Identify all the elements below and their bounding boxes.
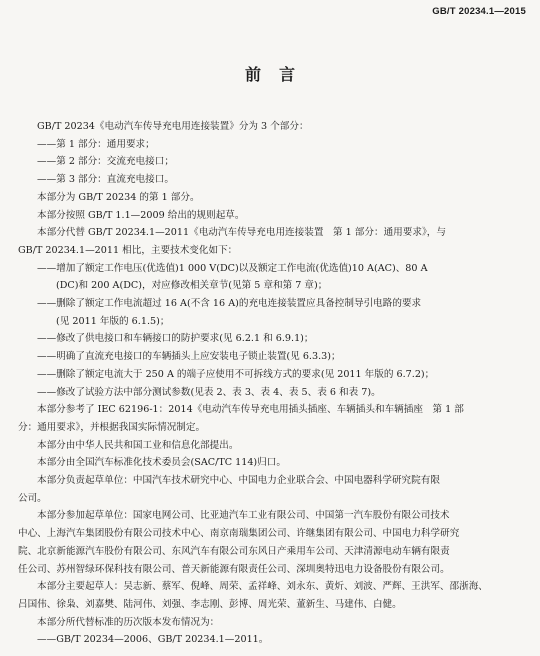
- text-line: (见 2011 年版的 6.1.5)；: [56, 315, 170, 327]
- text-line: ——明确了直流充电接口的车辆插头上应安装电子锁止装置(见 6.3.3)；: [37, 351, 341, 363]
- text-line: ——GB/T 20234—2006、GB/T 20234.1—2011。: [37, 634, 269, 646]
- text-line: (DC)和 200 A(DC)，对应修改相关章节(见第 5 章和第 7 章)；: [56, 280, 328, 292]
- text-line: 本部分参加起草单位：国家电网公司、比亚迪汽车工业有限公司、中国第一汽车股份有限公司技术: [37, 510, 450, 522]
- text-line: ——删除了额定工作电流超过 16 A(不含 16 A)的充电连接装置应具备控制导引电路的要求: [37, 298, 422, 310]
- text-line: 本部分代替 GB/T 20234.1—2011《电动汽车传导充电用连接装置 第 1 部分：通用要求》，与: [37, 227, 446, 239]
- text-line: ——修改了试验方法中部分测试参数(见表 2、表 3、表 4、表 5、表 6 和表 7)。: [37, 386, 381, 398]
- page-title: 前言: [244, 65, 313, 84]
- text-line: ——删除了额定电流大于 250 A 的端子应使用不可拆线方式的要求(见 2011 年版的 6.7.2)；: [37, 368, 435, 380]
- text-line: 中心、上海汽车集团股份有限公司技术中心、南京南瑞集团公司、许继集团有限公司、中国电力科学研究: [18, 528, 460, 540]
- text-line: 吕国伟、徐枭、刘嘉樊、陆河伟、刘强、李志刚、彭博、周光荣、董新生、马建伟、白健。: [18, 598, 402, 610]
- text-line: 公司。: [18, 492, 47, 504]
- text-line: 分：通用要求》，并根据我国实际情况制定。: [18, 421, 206, 433]
- text-line: 任公司、苏州智绿环保科技有限公司、普天新能源有限责任公司、深圳奥特迅电力设备股份有限公司。: [18, 563, 450, 575]
- text-line: 院、北京新能源汽车股份有限公司、东风汽车有限公司东风日产乘用车公司、天津清源电动车辆有限责: [18, 545, 450, 557]
- text-line: 本部分按照 GB/T 1.1—2009 给出的规则起草。: [37, 209, 245, 221]
- standard-code-header: GB/T 20234.1—2015: [432, 6, 526, 17]
- text-line: ——修改了供电接口和车辆接口的防护要求(见 6.2.1 和 6.9.1)；: [37, 333, 314, 345]
- document-body: [18, 118, 524, 649]
- text-line: ——增加了额定工作电压(优选值)1 000 V(DC)以及额定工作电流(优选值)10 A(AC)、80 A: [37, 262, 428, 274]
- text-line: 本部分所代替标准的历次版本发布情况为：: [37, 616, 220, 628]
- text-line: GB/T 20234《电动汽车传导充电用连接装置》分为 3 个部分：: [37, 121, 309, 132]
- text-line: 本部分主要起草人：吴志新、蔡军、倪峰、周荣、孟祥峰、刘永东、黄炘、刘波、严辉、王洪军、邵浙海、: [37, 581, 488, 593]
- text-line: GB/T 20234.1—2011 相比，主要技术变化如下：: [18, 244, 238, 256]
- text-line: 本部分由中华人民共和国工业和信息化部提出。: [37, 439, 239, 451]
- text-line: ——第 2 部分：交流充电接口；: [37, 156, 174, 168]
- text-line: 本部分为 GB/T 20234 的第 1 部分。: [37, 191, 200, 203]
- text-line: ——第 3 部分：直流充电接口。: [37, 174, 174, 186]
- text-line: 本部分参考了 IEC 62196-1：2014《电动汽车传导充电用插头插座、车辆插头和车辆插座 第 1 部: [37, 404, 464, 416]
- text-line: ——第 1 部分：通用要求；: [37, 138, 155, 150]
- text-line: 本部分由全国汽车标准化技术委员会(SAC/TC 114)归口。: [37, 457, 286, 469]
- text-line: 本部分负责起草单位：中国汽车技术研究中心、中国电力企业联合会、中国电器科学研究院有限: [37, 475, 440, 487]
